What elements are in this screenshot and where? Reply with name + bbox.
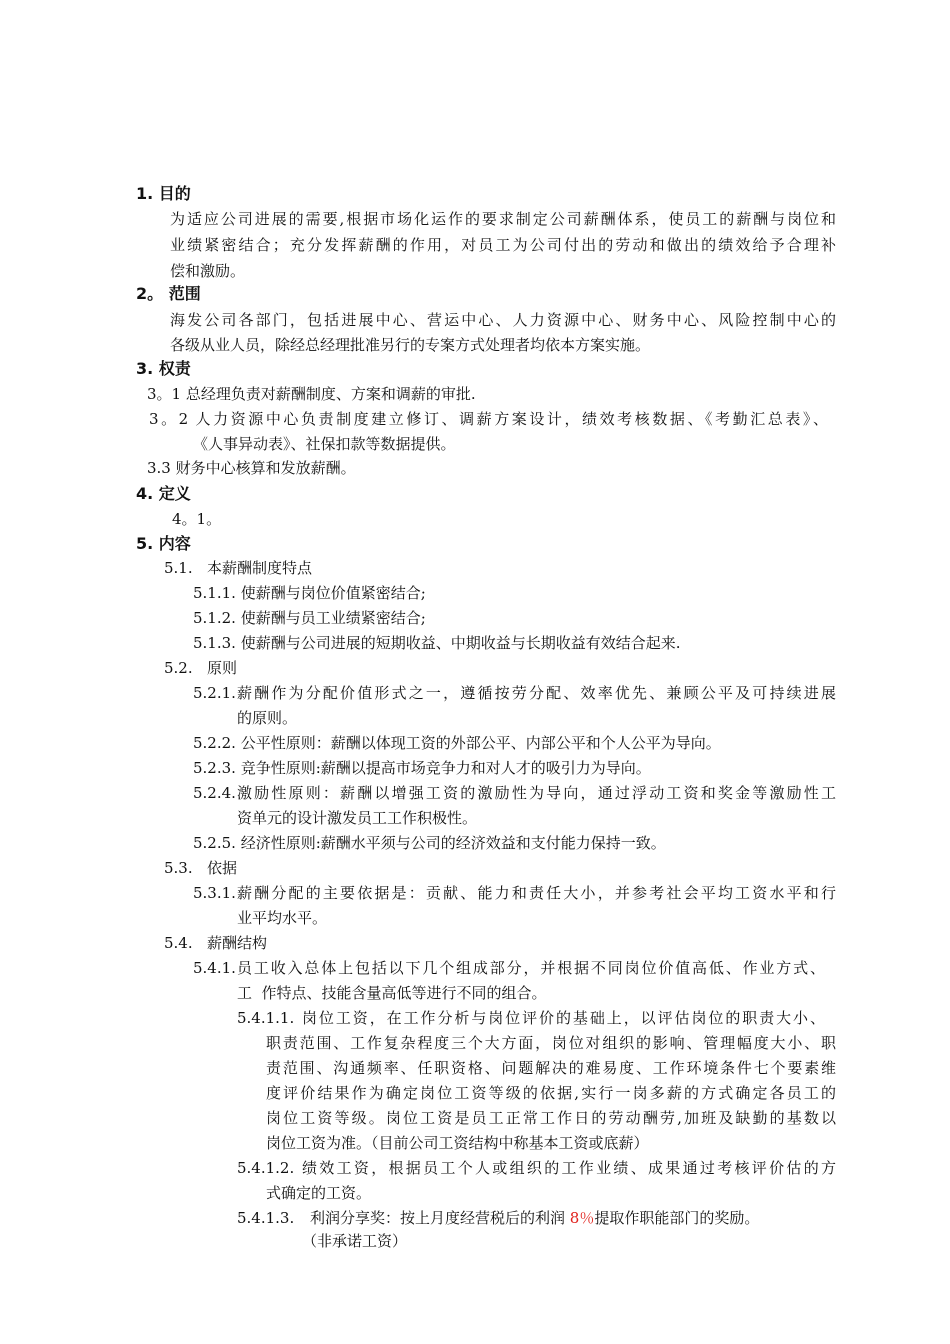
subsection-title: 薪酬结构	[206, 934, 267, 952]
item-text: 岗位工资等级。岗位工资是员工正常工作日的劳动酬劳,加班及缺勤的基数以	[266, 1109, 836, 1127]
paragraph-line: 海发公司各部门，包括进展中心、营运中心、人力资源中心、财务中心、风险控制中心的	[170, 311, 836, 329]
subsection-5-4	[164, 931, 267, 955]
item-number: 5.2.4.	[193, 784, 236, 802]
item-number: 5.3.1.	[193, 884, 236, 902]
subsection-5-3	[164, 856, 237, 880]
item-number: 5.2.	[164, 659, 193, 677]
item-number: 5.4.1.2.	[237, 1159, 295, 1177]
item-text: 竞争性原则:薪酬以提高市场竞争力和对人才的吸引力为导向。	[240, 759, 651, 777]
item-text: 业平均水平。	[237, 909, 328, 927]
item-text: 薪酬分配的主要依据是：贡献、能力和责任大小，并参考社会平均工资水平和行	[237, 884, 836, 902]
item-text: 使薪酬与员工业绩紧密结合;	[240, 609, 426, 627]
section-heading-3: 3. 权责	[136, 359, 191, 378]
item-text: 激励性原则：薪酬以增强工资的激励性为导向，通过浮动工资和奖金等激励性工	[237, 784, 836, 802]
item-text: 度评价结果作为确定岗位工资等级的依据,实行一岗多薪的方式确定各员工的	[266, 1084, 836, 1102]
item-5-2-3	[193, 756, 651, 780]
item-text: 式确定的工资。	[266, 1184, 372, 1202]
section-heading-2: 2。 范围	[136, 284, 201, 303]
item-text: 资单元的设计激发员工工作积极性。	[237, 809, 478, 827]
list-item: 3。1 总经理负责对薪酬制度、方案和调薪的审批.	[147, 385, 476, 403]
item-5-1-1	[193, 581, 426, 605]
paragraph-line: 为适应公司进展的需要,根据市场化运作的要求制定公司薪酬体系，使员工的薪酬与岗位和	[170, 210, 836, 228]
list-item: 《人事异动表》、社保扣款等数据提供。	[193, 435, 456, 453]
item-text: 工 作特点、技能含量高低等进行不同的组合。	[237, 984, 547, 1002]
item-text: 使薪酬与岗位价值紧密结合;	[240, 584, 426, 602]
item-text: 经济性原则:薪酬水平须与公司的经济效益和支付能力保持一致。	[240, 834, 666, 852]
item-number: 5.2.2.	[193, 734, 236, 752]
paragraph-line: 偿和激励。	[170, 262, 246, 280]
subsection-title: 依据	[206, 859, 237, 877]
item-text: （非承诺工资）	[302, 1232, 408, 1250]
item-number: 5.2.1.	[193, 684, 236, 702]
item-5-2-5	[193, 831, 666, 855]
item-number: 5.4.1.3.	[237, 1209, 295, 1227]
item-text: 职责范围、工作复杂程度三个大方面，岗位对组织的影响、管理幅度大小、职	[266, 1034, 836, 1052]
item-5-4-1-3-text	[310, 1206, 759, 1230]
item-number: 5.4.1.	[193, 959, 236, 977]
item-number: 5.4.	[164, 934, 193, 952]
list-item: 3.3 财务中心核算和发放薪酬。	[147, 459, 356, 477]
item-text: 绩效工资，根据员工个人或组织的工作业绩、成果通过考核评价估的方	[302, 1159, 836, 1177]
item-text: 责范围、沟通频率、任职资格、问题解决的难易度、工作环境条件七个要素维	[266, 1059, 836, 1077]
item-number: 5.2.3.	[193, 759, 236, 777]
subsection-5-1	[164, 556, 312, 580]
item-number: 5.1.3.	[193, 634, 236, 652]
section-heading-1: 1. 目的	[136, 184, 191, 203]
subsection-5-2	[164, 656, 237, 680]
section-heading-4: 4. 定义	[136, 484, 191, 503]
list-item: 4。1。	[172, 510, 222, 528]
item-text: 岗位工资为准。（目前公司工资结构中称基本工资或底薪）	[266, 1134, 649, 1152]
item-5-1-2	[193, 606, 426, 630]
item-text: 使薪酬与公司进展的短期收益、中期收益与长期收益有效结合起来.	[240, 634, 681, 652]
item-text: 提取作职能部门的奖励。	[594, 1209, 760, 1227]
paragraph-line: 业绩紧密结合；充分发挥薪酬的作用，对员工为公司付出的劳动和做出的绩效给予合理补	[170, 236, 836, 254]
subsection-title: 本薪酬制度特点	[206, 559, 312, 577]
item-number: 5.3.	[164, 859, 193, 877]
item-text: 的原则。	[237, 709, 298, 727]
highlight-percent: 8％	[569, 1209, 595, 1227]
item-number: 5.1.2.	[193, 609, 236, 627]
item-text: 薪酬作为分配价值形式之一，遵循按劳分配、效率优先、兼顾公平及可持续进展	[237, 684, 836, 702]
item-5-2-2	[193, 731, 721, 755]
item-number: 5.1.1.	[193, 584, 236, 602]
section-heading-5: 5. 内容	[136, 534, 191, 553]
list-item: 3。2 人力资源中心负责制度建立修订、调薪方案设计，绩效考核数据、《考勤汇总表》、	[149, 410, 828, 428]
item-text: 岗位工资，在工作分析与岗位评价的基础上，以评估岗位的职责大小、	[302, 1009, 825, 1027]
subsection-title: 原则	[206, 659, 237, 677]
item-text: 公平性原则：薪酬以体现工资的外部公平、内部公平和个人公平为导向。	[240, 734, 721, 752]
item-number: 5.2.5.	[193, 834, 236, 852]
paragraph-line: 各级从业人员，除经总经理批准另行的专案方式处理者均依本方案实施。	[170, 336, 651, 354]
item-5-1-3	[193, 631, 681, 655]
item-text: 员工收入总体上包括以下几个组成部分，并根据不同岗位价值高低、作业方式、	[237, 959, 825, 977]
item-number: 5.4.1.1.	[237, 1009, 295, 1027]
item-number: 5.1.	[164, 559, 193, 577]
item-text: 利润分享奖：按上月度经营税后的利润	[310, 1209, 570, 1227]
